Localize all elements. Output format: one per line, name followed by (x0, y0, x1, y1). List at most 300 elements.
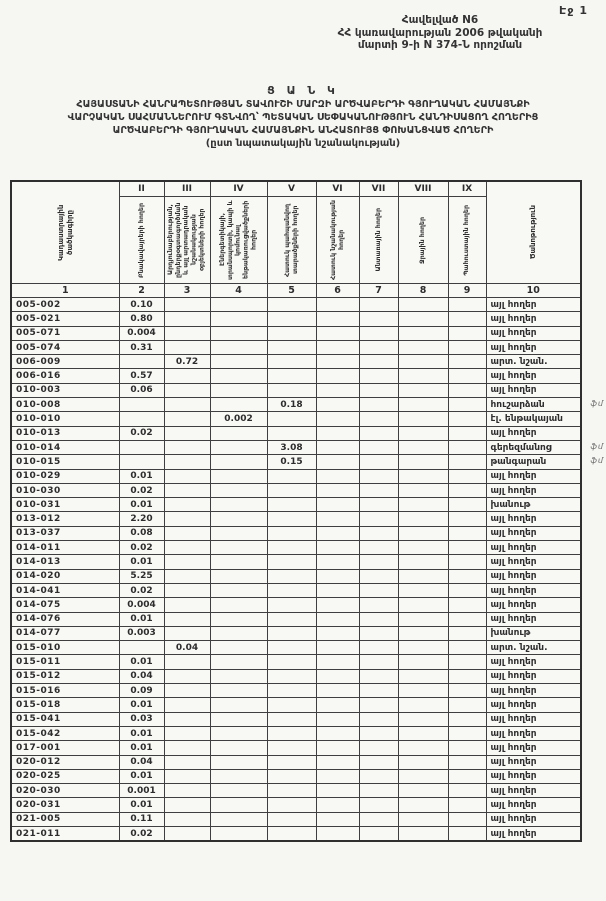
row-value (448, 741, 486, 755)
row-value: 0.004 (119, 326, 164, 340)
row-note-cell (486, 326, 581, 340)
row-value (316, 569, 359, 583)
row-value (267, 726, 316, 740)
row-value (359, 798, 398, 812)
row-value (448, 784, 486, 798)
row-value (316, 726, 359, 740)
row-value (398, 598, 448, 612)
row-value (316, 340, 359, 354)
row-note: այլ հողեր (490, 471, 537, 482)
table-row (11, 455, 581, 469)
row-value (359, 812, 398, 826)
title-subtitle: (ըստ նպատակային նշանակության) (205, 138, 401, 150)
row-note-cell (486, 655, 581, 669)
row-value (359, 583, 398, 597)
header-energy-transport-lands (210, 197, 267, 284)
row-value (210, 641, 267, 655)
row-value (448, 684, 486, 698)
row-value: 0.57 (119, 369, 164, 383)
row-value (164, 612, 210, 626)
table-row (11, 784, 581, 798)
row-note-cell (486, 741, 581, 755)
colnum-8: 8 (398, 284, 448, 298)
row-value: 2.20 (119, 512, 164, 526)
appendix-reference (290, 14, 590, 52)
row-value (448, 569, 486, 583)
row-value (164, 769, 210, 783)
row-value (448, 826, 486, 841)
row-value (210, 383, 267, 397)
row-value (448, 755, 486, 769)
row-value (210, 669, 267, 683)
row-value: 0.80 (119, 312, 164, 326)
table-body (11, 298, 604, 842)
row-value: 0.01 (119, 698, 164, 712)
row-value (164, 469, 210, 483)
table-row (11, 641, 581, 655)
row-value (359, 498, 398, 512)
row-value: 0.08 (119, 526, 164, 540)
row-value (359, 826, 398, 841)
row-value (448, 512, 486, 526)
row-value (210, 541, 267, 555)
row-value (164, 741, 210, 755)
row-note-cell (486, 569, 581, 583)
row-value (448, 583, 486, 597)
table-row (11, 355, 581, 369)
row-value (398, 440, 448, 454)
row-value (210, 398, 267, 412)
row-value (448, 626, 486, 640)
row-cadastral-code: 015-041 (11, 712, 119, 726)
row-note: այլ հողեր (490, 328, 537, 339)
row-value (398, 669, 448, 683)
row-value (448, 326, 486, 340)
row-value (210, 784, 267, 798)
row-value (210, 741, 267, 755)
row-value (119, 398, 164, 412)
row-value (359, 398, 398, 412)
row-value (164, 512, 210, 526)
row-value (448, 355, 486, 369)
row-value: 0.002 (210, 412, 267, 426)
row-value (448, 655, 486, 669)
colnum-9: 9 (448, 284, 486, 298)
row-value (359, 426, 398, 440)
row-value (398, 755, 448, 769)
row-cadastral-code: 010-015 (11, 455, 119, 469)
row-note-cell (486, 798, 581, 812)
header-forest-lands (359, 197, 398, 284)
row-value: 0.06 (119, 383, 164, 397)
row-value (316, 369, 359, 383)
row-value (316, 312, 359, 326)
row-note-cell (486, 712, 581, 726)
row-value (267, 712, 316, 726)
row-note-cell (486, 698, 581, 712)
row-value (267, 469, 316, 483)
row-note-cell (486, 598, 581, 612)
row-value: 0.001 (119, 784, 164, 798)
row-note: այլ հողեր (490, 299, 537, 310)
row-value (359, 512, 398, 526)
row-value (316, 455, 359, 469)
row-cadastral-code: 005-002 (11, 298, 119, 312)
row-value (210, 455, 267, 469)
row-note-cell (486, 398, 604, 412)
row-cadastral-code: 015-011 (11, 655, 119, 669)
row-value (164, 555, 210, 569)
row-value (119, 355, 164, 369)
row-value (398, 369, 448, 383)
row-value (316, 526, 359, 540)
row-cadastral-code: 010-010 (11, 412, 119, 426)
row-value: 0.02 (119, 826, 164, 841)
row-value (316, 698, 359, 712)
row-value (316, 655, 359, 669)
row-cadastral-code: 014-013 (11, 555, 119, 569)
row-cadastral-code: 006-016 (11, 369, 119, 383)
row-value (267, 369, 316, 383)
row-value (210, 340, 267, 354)
row-value (210, 769, 267, 783)
row-note: այլ հողեր (490, 742, 537, 753)
table-row (11, 483, 581, 497)
row-value (316, 383, 359, 397)
row-value (164, 755, 210, 769)
row-cadastral-code: 014-020 (11, 569, 119, 583)
row-note-cell (486, 312, 581, 326)
row-cadastral-code: 005-074 (11, 340, 119, 354)
row-note-cell (486, 340, 581, 354)
row-value (316, 583, 359, 597)
row-value (359, 726, 398, 740)
row-value (316, 755, 359, 769)
document-title (0, 84, 606, 149)
row-value: 0.09 (119, 684, 164, 698)
row-value (267, 412, 316, 426)
row-note: այլ հողեր (490, 342, 537, 353)
row-note-cell (486, 526, 581, 540)
row-note: այլ հողեր (490, 371, 537, 382)
row-note-cell (486, 298, 581, 312)
row-value (267, 755, 316, 769)
row-value (448, 440, 486, 454)
row-cadastral-code: 005-071 (11, 326, 119, 340)
roman-VIII: VIII (398, 181, 448, 197)
row-value (267, 541, 316, 555)
row-cadastral-code: 015-042 (11, 726, 119, 740)
row-value (398, 812, 448, 826)
row-value (267, 383, 316, 397)
row-value: 3.08 (267, 440, 316, 454)
header-settlement-lands-label: Բնակավայրերի հողեր (137, 202, 145, 278)
row-value (398, 798, 448, 812)
row-value (448, 698, 486, 712)
row-note: այլ հողեր (490, 614, 537, 625)
row-value (267, 684, 316, 698)
row-note: գերեզմանոց (490, 442, 552, 453)
row-value (316, 812, 359, 826)
row-note-cell (486, 684, 581, 698)
row-value (316, 440, 359, 454)
row-value (210, 498, 267, 512)
row-value (448, 383, 486, 397)
row-value (267, 626, 316, 640)
header-special-purpose-lands-label: Հատուկ նշանակության հողեր (329, 200, 345, 280)
row-value (267, 312, 316, 326)
row-value (119, 455, 164, 469)
row-cadastral-code: 014-041 (11, 583, 119, 597)
row-value (164, 669, 210, 683)
row-value (119, 641, 164, 655)
row-value (316, 769, 359, 783)
row-note-cell (486, 826, 581, 841)
row-value: 0.02 (119, 426, 164, 440)
table-row (11, 512, 581, 526)
row-value (164, 712, 210, 726)
roman-IX: IX (448, 181, 486, 197)
row-note-cell (486, 669, 581, 683)
row-value (398, 512, 448, 526)
row-value (448, 598, 486, 612)
colnum-10: 10 (486, 284, 581, 298)
row-cadastral-code: 020-012 (11, 755, 119, 769)
row-note: այլ հողեր (490, 428, 537, 439)
row-value: 0.003 (119, 626, 164, 640)
row-value (316, 626, 359, 640)
row-value (359, 469, 398, 483)
row-value (359, 526, 398, 540)
row-value: 0.01 (119, 555, 164, 569)
row-value: 0.01 (119, 769, 164, 783)
row-value (316, 483, 359, 497)
row-value (119, 412, 164, 426)
row-value (267, 612, 316, 626)
title-heading: Ց Ա Ն Կ (267, 84, 339, 97)
row-value (448, 469, 486, 483)
table-row (11, 555, 581, 569)
table-row (11, 569, 581, 583)
row-note-cell (486, 455, 604, 469)
row-note-cell (486, 626, 581, 640)
row-value (398, 769, 448, 783)
row-value (316, 541, 359, 555)
row-cadastral-code: 010-008 (11, 398, 119, 412)
table-row (11, 326, 581, 340)
row-value (448, 812, 486, 826)
row-value (448, 455, 486, 469)
row-value (267, 812, 316, 826)
row-note-cell (486, 641, 581, 655)
row-note-cell (486, 612, 581, 626)
row-value (267, 741, 316, 755)
roman-VI: VI (316, 181, 359, 197)
row-value (359, 669, 398, 683)
row-value (316, 798, 359, 812)
row-value (398, 741, 448, 755)
row-value (316, 784, 359, 798)
row-value (164, 426, 210, 440)
row-note-cell (486, 383, 581, 397)
row-value (164, 812, 210, 826)
row-value (359, 541, 398, 555)
row-value (448, 312, 486, 326)
roman-IV: IV (210, 181, 267, 197)
land-table-wrapper (10, 180, 604, 842)
row-value (398, 483, 448, 497)
appendix-line-2: ՀՀ կառավարության 2006 թվականի (337, 26, 543, 39)
row-value: 5.25 (119, 569, 164, 583)
table-row (11, 612, 581, 626)
row-value (164, 326, 210, 340)
header-reserve-lands (448, 197, 486, 284)
row-value (398, 555, 448, 569)
row-cadastral-code: 021-011 (11, 826, 119, 841)
row-cadastral-code: 010-029 (11, 469, 119, 483)
row-note-cell (486, 555, 581, 569)
header-industrial-lands-label: Արդյունաբերության, ընդերքօգտագործման և այլ արտադրական նշանակության օբյեկտների հողեր (167, 202, 206, 278)
row-value (448, 412, 486, 426)
row-cadastral-code: 010-014 (11, 440, 119, 454)
roman-V: V (267, 181, 316, 197)
row-value (398, 655, 448, 669)
row-value (210, 626, 267, 640)
row-note: այլ հողեր (490, 657, 537, 668)
row-note: այլ հողեր (490, 771, 537, 782)
row-note: այլ հողեր (490, 485, 537, 496)
row-value (267, 340, 316, 354)
row-value (398, 340, 448, 354)
row-cadastral-code: 020-030 (11, 784, 119, 798)
row-value: 0.04 (164, 641, 210, 655)
table-row (11, 398, 581, 412)
row-value: 0.04 (119, 755, 164, 769)
row-value (164, 798, 210, 812)
row-value (398, 612, 448, 626)
appendix-line-3: մարտի 9-ի N 374-Ն որոշման (357, 39, 523, 51)
row-value (164, 369, 210, 383)
row-value (448, 526, 486, 540)
row-value (316, 641, 359, 655)
row-note: այլ հողեր (490, 556, 537, 567)
row-value (316, 684, 359, 698)
row-value (164, 455, 210, 469)
row-value: 0.31 (119, 340, 164, 354)
row-note: այլ հողեր (490, 814, 537, 825)
header-water-lands (398, 197, 448, 284)
header-special-purpose-lands (316, 197, 359, 284)
row-value (316, 555, 359, 569)
row-value (359, 741, 398, 755)
row-note: այլ հողեր (490, 599, 537, 610)
row-note: այլ հողեր (490, 671, 537, 682)
table-row (11, 826, 581, 841)
row-value (359, 355, 398, 369)
row-value (210, 569, 267, 583)
row-value (448, 541, 486, 555)
row-note-cell (486, 769, 581, 783)
row-value (164, 626, 210, 640)
roman-numeral-row (11, 181, 581, 197)
colnum-2: 2 (119, 284, 164, 298)
row-value: 0.004 (119, 598, 164, 612)
row-value: 0.18 (267, 398, 316, 412)
row-value (210, 512, 267, 526)
row-value (359, 369, 398, 383)
row-value (359, 440, 398, 454)
row-value (164, 598, 210, 612)
row-cadastral-code: 010-013 (11, 426, 119, 440)
header-note (486, 181, 581, 284)
header-forest-lands-label: Անտառային հողեր (374, 208, 382, 272)
row-value (164, 383, 210, 397)
row-value (164, 298, 210, 312)
row-value (359, 684, 398, 698)
row-value (316, 469, 359, 483)
row-value (164, 569, 210, 583)
row-value (316, 712, 359, 726)
row-value (210, 726, 267, 740)
row-value (398, 526, 448, 540)
row-value (316, 412, 359, 426)
row-value (210, 684, 267, 698)
row-value (316, 669, 359, 683)
roman-II: II (119, 181, 164, 197)
table-row (11, 755, 581, 769)
row-value (316, 598, 359, 612)
table-row (11, 498, 581, 512)
row-cadastral-code: 014-076 (11, 612, 119, 626)
row-value (359, 412, 398, 426)
row-value (164, 684, 210, 698)
row-value: 0.02 (119, 541, 164, 555)
row-value (359, 598, 398, 612)
row-value (398, 826, 448, 841)
page-number: Էջ 1 (559, 4, 588, 17)
table-row (11, 369, 581, 383)
row-value (210, 755, 267, 769)
row-value (359, 298, 398, 312)
table-row (11, 383, 581, 397)
row-value (448, 369, 486, 383)
row-value (359, 655, 398, 669)
row-value (210, 483, 267, 497)
row-value (267, 512, 316, 526)
row-value: 0.01 (119, 498, 164, 512)
row-value (164, 412, 210, 426)
row-value (210, 469, 267, 483)
row-value (398, 712, 448, 726)
row-note: այլ հողեր (490, 542, 537, 553)
row-value (210, 612, 267, 626)
row-value (267, 826, 316, 841)
row-value (164, 526, 210, 540)
row-value (398, 583, 448, 597)
table-row (11, 712, 581, 726)
row-value (398, 698, 448, 712)
row-value (210, 812, 267, 826)
row-value (316, 426, 359, 440)
row-value (316, 298, 359, 312)
row-value (398, 426, 448, 440)
row-value (210, 798, 267, 812)
row-value (267, 798, 316, 812)
row-value (359, 612, 398, 626)
row-value (398, 455, 448, 469)
row-value (164, 826, 210, 841)
row-cadastral-code: 013-037 (11, 526, 119, 540)
